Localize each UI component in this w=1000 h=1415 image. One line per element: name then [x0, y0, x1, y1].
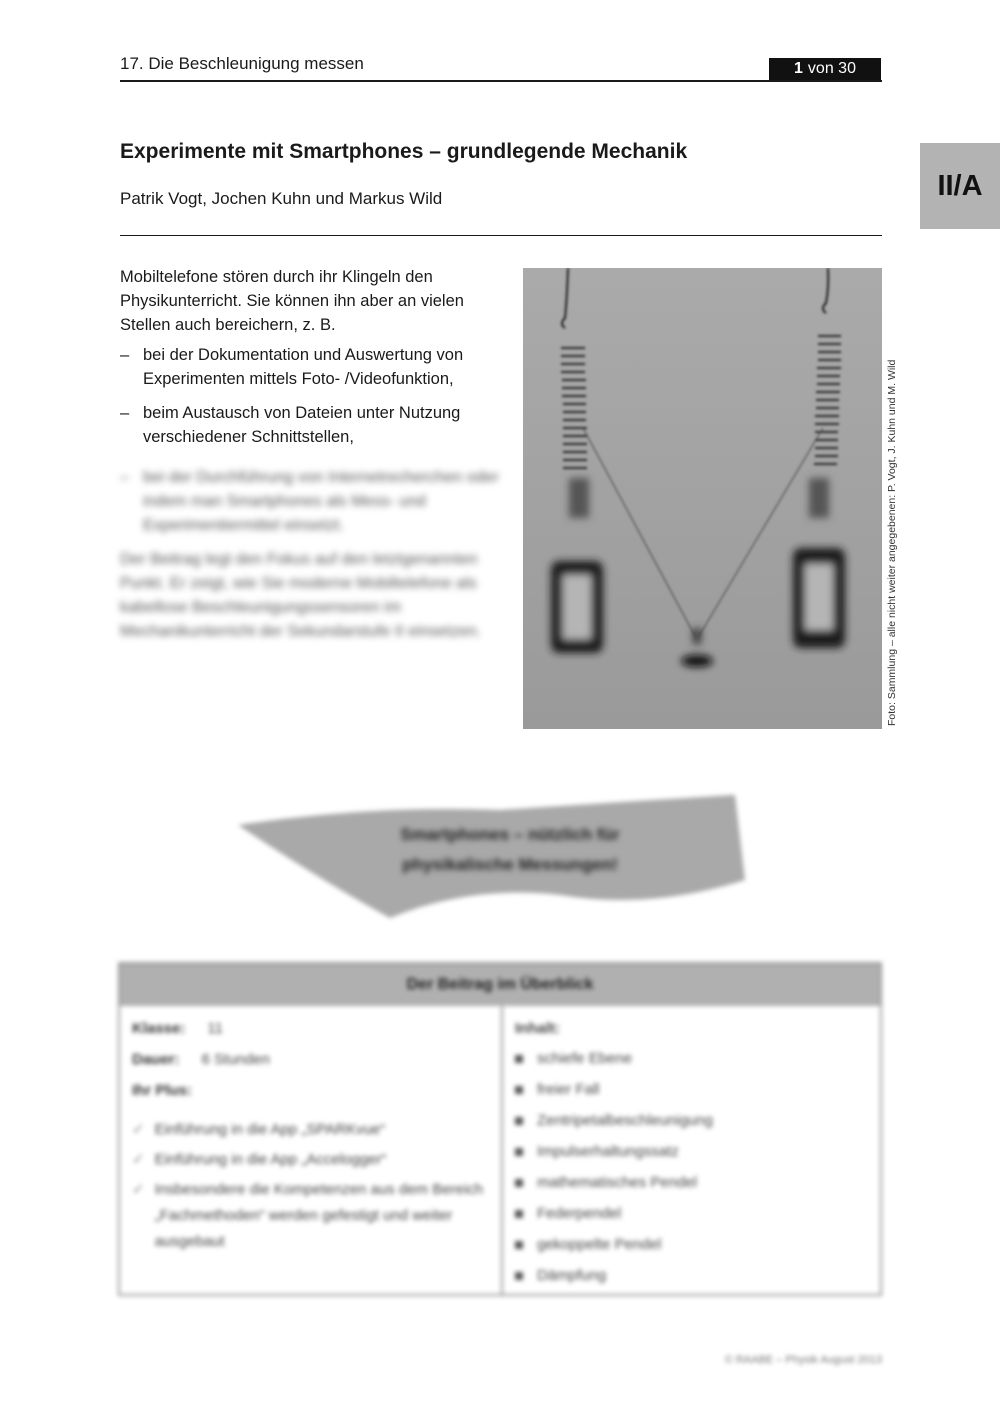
- experiment-photo: [523, 268, 882, 729]
- list-item: ✓ Einführung in die App „SPARKvue“: [132, 1117, 489, 1143]
- bullet-icon: [515, 1055, 523, 1063]
- class-value: 11: [207, 1020, 223, 1037]
- overview-right-column: [503, 1006, 880, 1294]
- list-item: Dämpfung: [515, 1260, 868, 1291]
- bullet-icon: [515, 1117, 523, 1125]
- overview-heading: Der Beitrag im Überblick: [120, 964, 880, 1006]
- list-item: Federpendel: [515, 1198, 868, 1229]
- duration-value: 6 Stunden: [201, 1051, 270, 1068]
- overview-left-column: [120, 1006, 503, 1294]
- intro-blurred-text: [120, 466, 505, 646]
- intro-bullet-list: [120, 343, 505, 449]
- duration-label: Dauer:: [132, 1051, 180, 1068]
- content-label: Inhalt:: [515, 1020, 560, 1037]
- bullet-icon: [515, 1086, 523, 1094]
- bullet-icon: [515, 1272, 523, 1280]
- list-item: Zentripetalbeschleunigung: [515, 1105, 868, 1136]
- intro-text: [120, 265, 505, 459]
- list-item: freier Fall: [515, 1074, 868, 1105]
- intro-paragraph-2: Der Beitrag legt den Fokus auf den letztgenannten Punkt. Er zeigt, wie Sie moderne Mobiltelefone als kabellose Beschleunigungssensoren im Mechanikunterricht der Sekundarstufe II einsetzen.: [120, 551, 482, 640]
- list-item: Impulserhaltungssatz: [515, 1136, 868, 1167]
- title-divider: [120, 235, 882, 236]
- check-icon: ✓: [132, 1121, 145, 1138]
- check-icon: ✓: [132, 1151, 145, 1168]
- list-item: – beim Austausch von Dateien unter Nutzung verschiedener Schnittstellen,: [120, 401, 505, 449]
- bullet-icon: [515, 1179, 523, 1187]
- list-item: ✓ Insbesondere die Kompetenzen aus dem Bereich „Fachmethoden“ werden gefestigt und weiter ausgebaut: [132, 1177, 489, 1255]
- page-total: von 30: [807, 60, 856, 77]
- list-item: gekoppelte Pendel: [515, 1229, 868, 1260]
- banner-text: Smartphones – nützlich für physikalische Messungen!: [400, 825, 620, 874]
- list-item: ✓ Einführung in die App „Accelogger“: [132, 1147, 489, 1173]
- class-label: Klasse:: [132, 1020, 186, 1037]
- section-tab: II/A: [920, 143, 1000, 229]
- check-icon: ✓: [132, 1181, 145, 1198]
- list-item: schiefe Ebene: [515, 1043, 868, 1074]
- bullet-icon: [515, 1210, 523, 1218]
- footer-text: © RAABE – Physik August 2013: [724, 1354, 882, 1366]
- list-item: mathematisches Pendel: [515, 1167, 868, 1198]
- list-item: – bei der Dokumentation und Auswertung von Experimenten mittels Foto- /Videofunktion,: [120, 343, 505, 391]
- photo-credit: Foto: Sammlung – alle nicht weiter angegebenen: P. Vogt, J. Kuhn und M. Wild: [886, 359, 898, 726]
- intro-paragraph: Mobiltelefone stören durch ihr Klingeln den Physikunterricht. Sie können ihn aber an vielen Stellen auch bereichern, z. B.: [120, 268, 464, 334]
- page-current: 1: [794, 60, 803, 77]
- header-divider: [120, 80, 882, 82]
- page-title: Experimente mit Smartphones – grundlegende Mechanik: [120, 140, 688, 163]
- authors: Patrik Vogt, Jochen Kuhn und Markus Wild: [120, 189, 443, 208]
- plus-label: Ihr Plus:: [132, 1082, 193, 1099]
- bullet-icon: [515, 1148, 523, 1156]
- list-item: – bei der Durchführung von Internetrecherchen oder indem man Smartphones als Mess- und Experimentiermittel einsetzt.: [120, 469, 499, 534]
- chapter-title: 17. Die Beschleunigung messen: [120, 54, 364, 73]
- bullet-icon: [515, 1241, 523, 1249]
- overview-table: [118, 962, 882, 1296]
- page-indicator: [769, 58, 881, 80]
